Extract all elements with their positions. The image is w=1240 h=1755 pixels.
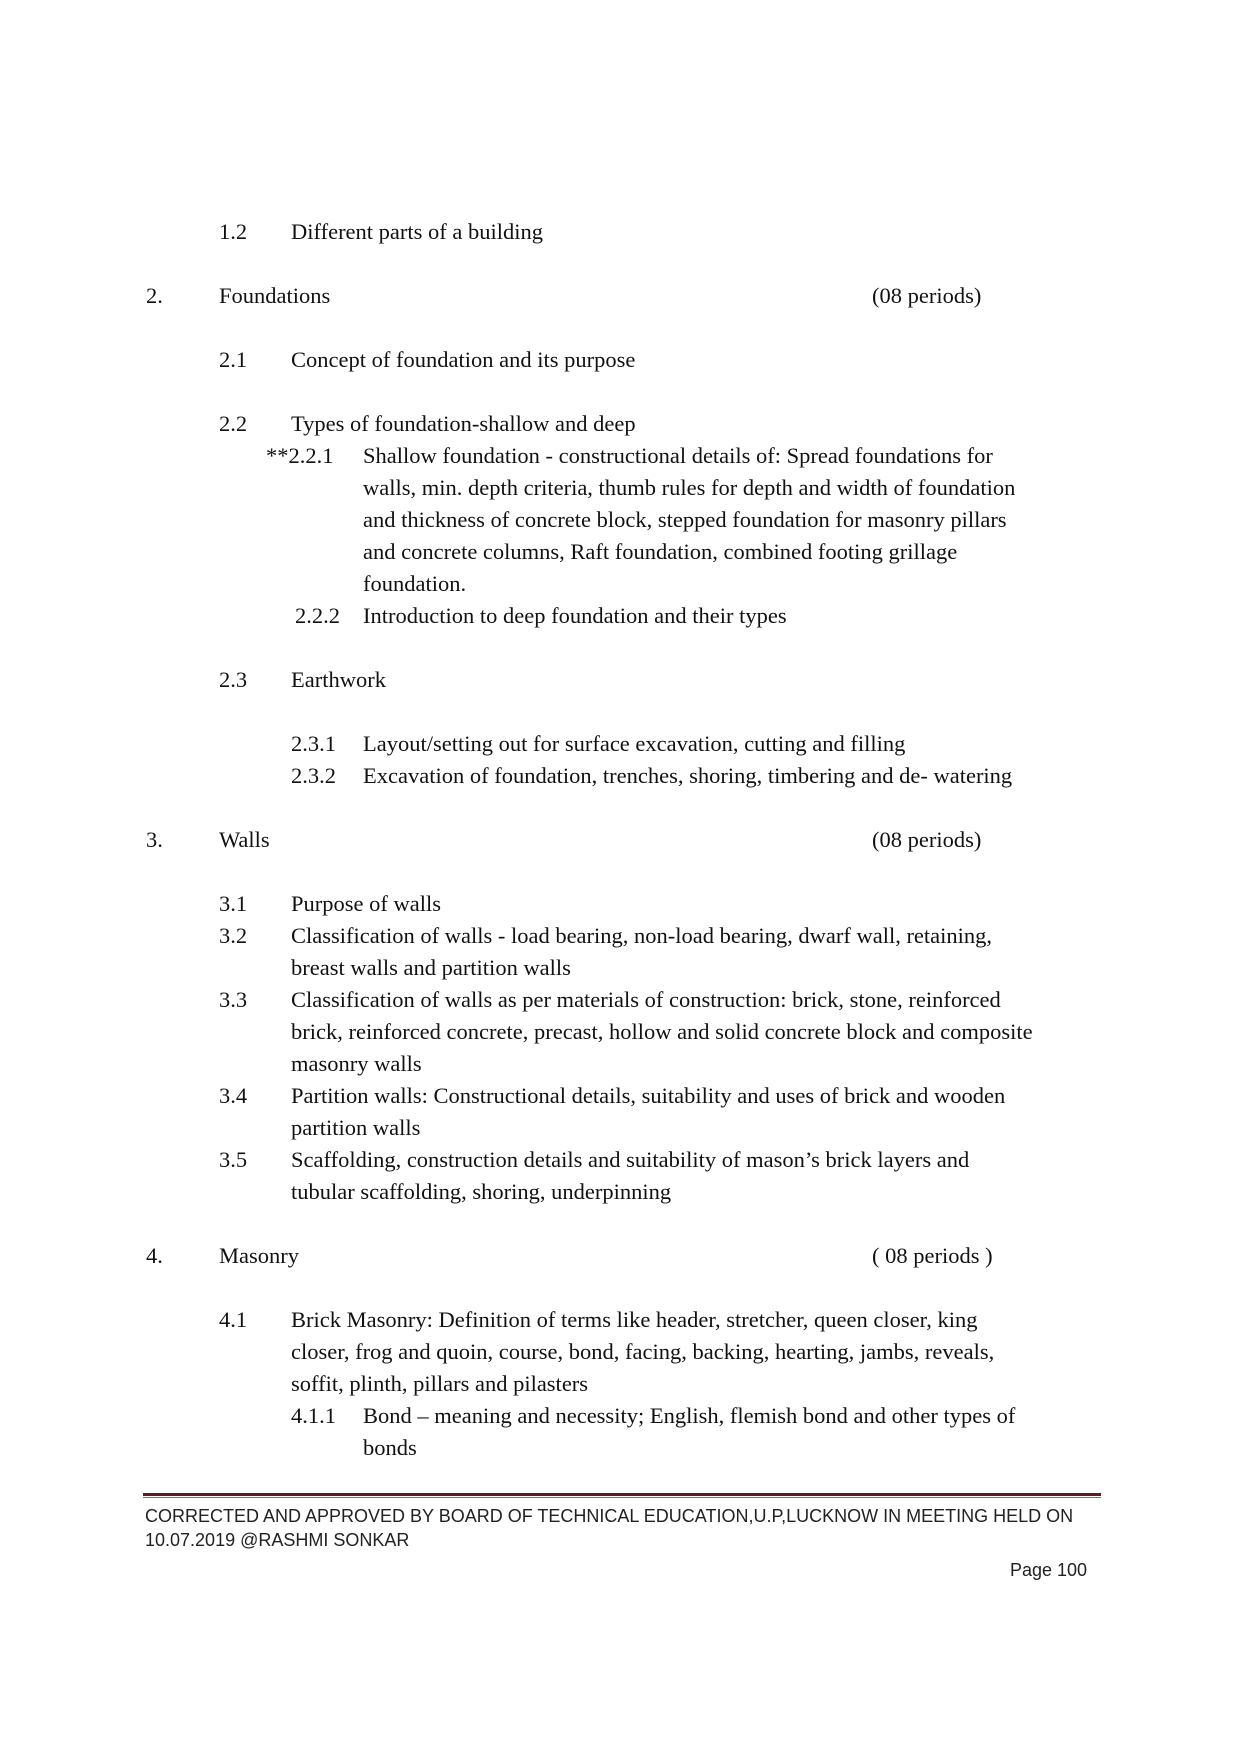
subitem-number: 2.3.1 <box>291 731 336 756</box>
footer-date-line: 10.07.2019 @RASHMI SONKAR <box>145 1530 410 1550</box>
section-number: 3. <box>146 827 163 852</box>
item-line: masonry walls <box>291 1051 422 1076</box>
subitem-line: Bond – meaning and necessity; English, flemish bond and other types of <box>363 1403 1016 1428</box>
section-periods: (08 periods) <box>872 827 982 852</box>
item-line: brick, reinforced concrete, precast, hollow and solid concrete block and composite <box>291 1019 1033 1044</box>
subitem-line: Shallow foundation - constructional details of: Spread foundations for <box>363 443 993 468</box>
item-line: soffit, plinth, pillars and pilasters <box>291 1371 589 1396</box>
item-paragraph <box>291 920 1091 984</box>
subitem-text: Layout/setting out for surface excavation, cutting and filling <box>363 731 906 756</box>
item-line: closer, frog and quoin, course, bond, facing, backing, hearting, jambs, reveals, <box>291 1339 995 1364</box>
item-text: Earthwork <box>291 667 386 692</box>
item-number: 3.4 <box>219 1083 248 1108</box>
section-number: 2. <box>146 283 163 308</box>
subitem-text: Introduction to deep foundation and their types <box>363 603 787 628</box>
item-line: Classification of walls - load bearing, non-load bearing, dwarf wall, retaining, <box>291 923 993 948</box>
item-paragraph <box>291 984 1091 1080</box>
subitem-paragraph <box>363 1400 1091 1464</box>
item-number: 1.2 <box>219 219 248 244</box>
item-number: 4.1 <box>219 1307 248 1332</box>
item-paragraph <box>291 1080 1091 1144</box>
subitem-line: and thickness of concrete block, stepped foundation for masonry pillars <box>363 507 1007 532</box>
item-number: 2.3 <box>219 667 248 692</box>
item-number: 2.1 <box>219 347 248 372</box>
item-paragraph <box>291 1304 1091 1400</box>
footer-rule-top <box>143 1493 1101 1496</box>
item-text: Concept of foundation and its purpose <box>291 347 636 372</box>
item-line: tubular scaffolding, shoring, underpinning <box>291 1179 672 1204</box>
subitem-paragraph <box>363 440 1091 600</box>
item-line: breast walls and partition walls <box>291 955 571 980</box>
item-number: 2.2 <box>219 411 248 436</box>
item-line: Classification of walls as per materials of construction: brick, stone, reinforced <box>291 987 1001 1012</box>
page-number: Page 100 <box>1010 1560 1088 1580</box>
item-text: Types of foundation-shallow and deep <box>291 411 636 436</box>
subitem-line: walls, min. depth criteria, thumb rules for depth and width of foundation <box>363 475 1016 500</box>
subitem-number: 4.1.1 <box>291 1403 336 1428</box>
subitem-line: and concrete columns, Raft foundation, combined footing grillage <box>363 539 958 564</box>
section-periods: ( 08 periods ) <box>872 1243 993 1268</box>
section-title: Walls <box>219 827 270 852</box>
item-line: partition walls <box>291 1115 421 1140</box>
footer-approval-line: CORRECTED AND APPROVED BY BOARD OF TECHNICAL EDUCATION,U.P,LUCKNOW IN MEETING HELD ON <box>145 1506 1074 1526</box>
item-number: 3.1 <box>219 891 248 916</box>
item-number: 3.2 <box>219 923 248 948</box>
item-text: Different parts of a building <box>291 219 544 244</box>
item-line: Scaffolding, construction details and suitability of mason’s brick layers and <box>291 1147 970 1172</box>
subitem-number: 2.3.2 <box>291 763 336 788</box>
section-title: Foundations <box>219 283 331 308</box>
item-number: 3.3 <box>219 987 248 1012</box>
section-periods: (08 periods) <box>872 283 982 308</box>
subitem-number: **2.2.1 <box>266 443 334 468</box>
footer-rule-bottom <box>143 1497 1101 1498</box>
subitem-line: foundation. <box>363 571 467 596</box>
section-number: 4. <box>146 1243 163 1268</box>
item-line: Partition walls: Constructional details, suitability and uses of brick and wooden <box>291 1083 1006 1108</box>
subitem-line: bonds <box>363 1435 417 1460</box>
item-paragraph <box>291 1144 1091 1208</box>
item-number: 3.5 <box>219 1147 248 1172</box>
subitem-number: 2.2.2 <box>295 603 340 628</box>
section-title: Masonry <box>219 1243 299 1268</box>
item-text: Purpose of walls <box>291 891 441 916</box>
subitem-text: Excavation of foundation, trenches, shoring, timbering and de- watering <box>363 763 1013 788</box>
item-line: Brick Masonry: Definition of terms like header, stretcher, queen closer, king <box>291 1307 978 1332</box>
